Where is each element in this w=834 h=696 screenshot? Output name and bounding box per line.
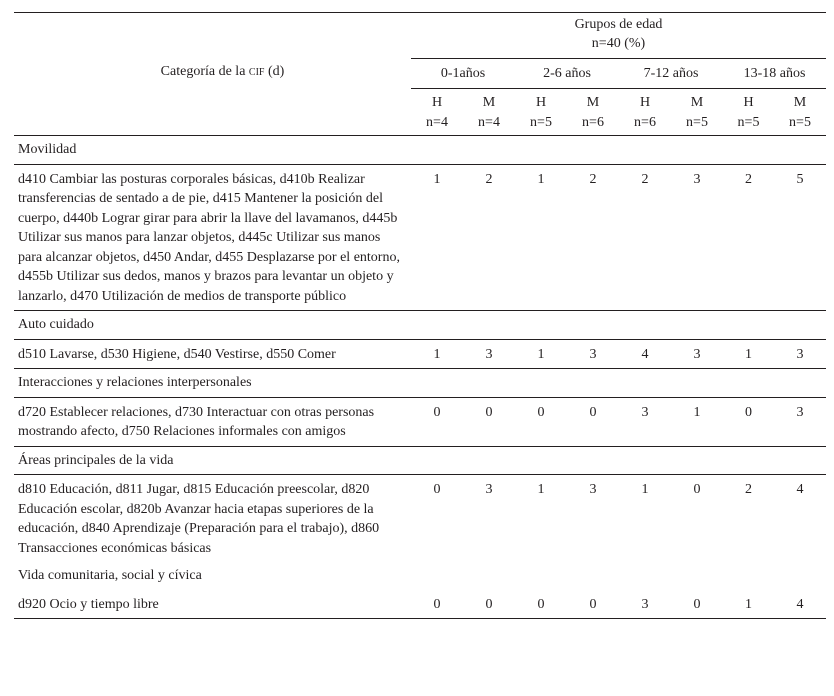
sex-column-header [619, 89, 671, 136]
sex-column-header [774, 89, 826, 136]
category-header [14, 13, 411, 136]
sex-column-header [671, 89, 723, 136]
value-cell: 1 [515, 164, 567, 311]
value-cell: 1 [411, 164, 463, 311]
table-row [14, 475, 826, 563]
sex-label: M [586, 95, 600, 110]
sex-label: M [690, 95, 704, 110]
value-cell: 2 [619, 164, 671, 311]
sex-column-header [723, 89, 774, 136]
sex-column-header [567, 89, 619, 136]
table-row [14, 339, 826, 369]
age-groups-header [411, 13, 826, 59]
value-cell: 0 [693, 482, 701, 497]
sex-column-header [411, 89, 463, 136]
category-description: d920 Ocio y tiempo libre [14, 590, 411, 619]
section-title: Interacciones y relaciones interpersonales [14, 369, 826, 398]
value-cell: 3 [463, 339, 515, 369]
sample-size: n=4 [426, 114, 448, 130]
category-description: d510 Lavarse, d530 Higiene, d540 Vestirse, d550 Comer [14, 339, 411, 369]
value-cell: 3 [774, 339, 826, 369]
value-cell: 3 [485, 482, 493, 497]
value-cell: 2 [463, 164, 515, 311]
sex-column-header [515, 89, 567, 136]
value-cell: 4 [774, 590, 826, 619]
sex-column-header [463, 89, 515, 136]
table-row [14, 590, 826, 619]
sample-size: n=6 [634, 114, 656, 130]
value-cell: 3 [619, 397, 671, 446]
sample-size: n=5 [789, 114, 811, 130]
value-cell: 2 [723, 164, 774, 311]
value-cell: 2 [567, 164, 619, 311]
table-row [14, 397, 826, 446]
value-cell: 0 [567, 590, 619, 619]
group-n: n=40 (%) [591, 36, 646, 51]
value-cell: 1 [723, 590, 774, 619]
value-cell: 0 [463, 590, 515, 619]
value-cell: 3 [671, 164, 723, 311]
value-cell: 3 [671, 339, 723, 369]
sex-label: H [431, 95, 443, 110]
section-header-row [14, 446, 826, 475]
age-group-header: 13-18 años [723, 59, 826, 89]
age-group-header: 7-12 años [619, 59, 723, 89]
cif-abbr: cif [248, 64, 265, 80]
value-cell: 1 [537, 482, 545, 497]
category-header-suffix: (d) [264, 64, 285, 80]
section-header-row [14, 562, 826, 590]
sample-size: n=4 [478, 114, 500, 130]
value-cell: 0 [671, 590, 723, 619]
value-cell: 0 [433, 482, 441, 497]
value-cell: 0 [515, 590, 567, 619]
sample-size: n=5 [737, 114, 760, 130]
section-header-row [14, 369, 826, 398]
category-header-text: Categoría de la [160, 64, 249, 80]
sex-label: H [743, 95, 754, 110]
value-cell: 1 [671, 397, 723, 446]
sex-label: M [482, 95, 496, 110]
group-title: Grupos de edad [574, 17, 663, 32]
value-cell: 0 [723, 397, 774, 446]
value-cell: 1 [515, 339, 567, 369]
value-cell: 0 [515, 397, 567, 446]
value-cell: 3 [619, 590, 671, 619]
category-description: d410 Cambiar las posturas corporales básicas, d410b Realizar transferencias de sentado a de pie, d415 Mantener la posición del cuerpo, d440b Lograr girar para abrir la llave del lavamanos, d445b Utilizar sus manos para lanzar objetos, d445c Utilizar sus manos para alcanzar objetos, d450 Andar, d455 Desplazarse por el entorno, d455b Utilizar sus dedos, manos y brazos para levantar un objeto y lanzarlo, d470 Utilización de medios de transporte público [14, 164, 411, 311]
value-cell: 3 [589, 482, 597, 497]
value-cell: 3 [567, 339, 619, 369]
value-cell: 5 [774, 164, 826, 311]
category-description: d810 Educación, d811 Jugar, d815 Educación preescolar, d820 Educación escolar, d820b Avanzar hacia etapas superiores de la educación, d840 Aprendizaje (Preparación para el trabajo), d860 Transacciones económicas básicas [18, 482, 380, 556]
section-title: Auto cuidado [14, 311, 826, 340]
sex-label: H [535, 95, 547, 110]
sample-size: n=6 [582, 114, 604, 130]
value-cell: 1 [641, 482, 649, 497]
age-group-header: 0-1años [411, 59, 515, 89]
value-cell: 4 [619, 339, 671, 369]
value-cell: 2 [745, 482, 752, 497]
value-cell: 0 [411, 590, 463, 619]
value-cell: 0 [567, 397, 619, 446]
category-description: d720 Establecer relaciones, d730 Interactuar con otras personas mostrando afecto, d750 Relaciones informales con amigos [14, 397, 411, 446]
value-cell: 3 [774, 397, 826, 446]
cif-category-table [14, 12, 826, 619]
value-cell: 4 [796, 482, 804, 497]
section-title: Áreas principales de la vida [14, 446, 826, 475]
sex-label: M [793, 95, 807, 110]
age-group-header: 2-6 años [515, 59, 619, 89]
value-cell: 0 [463, 397, 515, 446]
section-header-row [14, 136, 826, 165]
value-cell: 1 [723, 339, 774, 369]
sample-size: n=5 [530, 114, 552, 130]
section-header-row [14, 311, 826, 340]
table-row [14, 164, 826, 311]
sex-label: H [639, 95, 651, 110]
value-cell: 1 [411, 339, 463, 369]
value-cell: 0 [411, 397, 463, 446]
section-title: Movilidad [14, 136, 826, 165]
section-title: Vida comunitaria, social y cívica [18, 568, 202, 583]
sample-size: n=5 [686, 114, 708, 130]
